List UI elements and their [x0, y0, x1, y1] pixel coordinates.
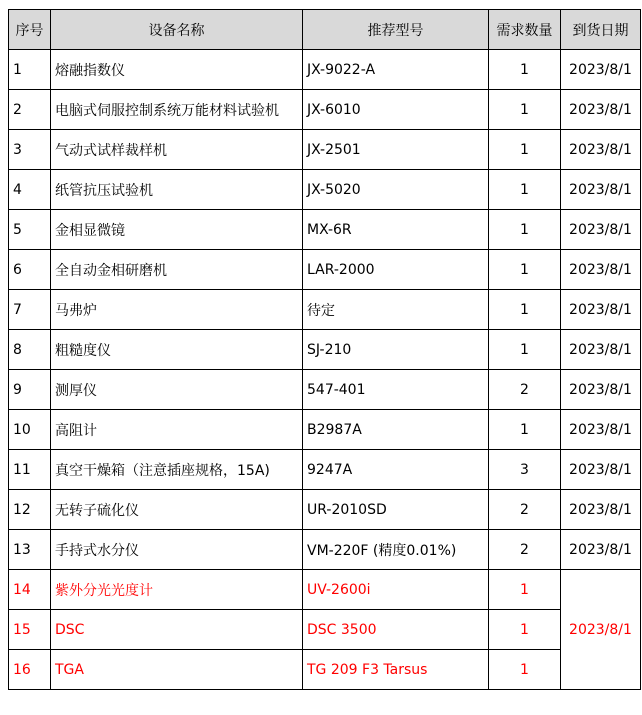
cell-equipment-name[interactable]: 全自动金相研磨机 [51, 250, 303, 290]
cell-equipment-name[interactable]: 熔融指数仪 [51, 50, 303, 90]
header-recommended-model[interactable]: 推荐型号 [303, 10, 489, 50]
cell-equipment-name[interactable]: 手持式水分仪 [51, 530, 303, 570]
table-row [9, 170, 641, 210]
cell-model[interactable]: B2987A [303, 410, 489, 450]
cell-model[interactable]: JX-5020 [303, 170, 489, 210]
cell-index[interactable]: 13 [9, 530, 51, 570]
cell-index[interactable]: 6 [9, 250, 51, 290]
header-arrival-date[interactable]: 到货日期 [561, 10, 641, 50]
cell-model[interactable]: SJ-210 [303, 330, 489, 370]
cell-equipment-name[interactable]: 无转子硫化仪 [51, 490, 303, 530]
cell-index[interactable]: 3 [9, 130, 51, 170]
cell-arrival-date[interactable]: 2023/8/1 [561, 50, 641, 90]
table-row [9, 450, 641, 490]
table-row [9, 210, 641, 250]
cell-equipment-name[interactable]: 紫外分光光度计 [51, 570, 303, 610]
cell-model[interactable]: JX-9022-A [303, 50, 489, 90]
cell-equipment-name[interactable]: 马弗炉 [51, 290, 303, 330]
header-quantity[interactable]: 需求数量 [489, 10, 561, 50]
cell-model[interactable]: VM-220F (精度0.01%) [303, 530, 489, 570]
cell-model[interactable]: UV-2600i [303, 570, 489, 610]
cell-index[interactable]: 2 [9, 90, 51, 130]
table-row [9, 330, 641, 370]
cell-arrival-date[interactable]: 2023/8/1 [561, 370, 641, 410]
cell-model[interactable]: UR-2010SD [303, 490, 489, 530]
cell-quantity[interactable]: 1 [489, 250, 561, 290]
cell-equipment-name[interactable]: 粗糙度仪 [51, 330, 303, 370]
cell-arrival-date[interactable]: 2023/8/1 [561, 530, 641, 570]
cell-quantity[interactable]: 1 [489, 330, 561, 370]
cell-quantity[interactable]: 1 [489, 410, 561, 450]
header-equipment-name[interactable]: 设备名称 [51, 10, 303, 50]
cell-arrival-date[interactable]: 2023/8/1 [561, 450, 641, 490]
cell-index[interactable]: 16 [9, 650, 51, 690]
cell-quantity[interactable]: 3 [489, 450, 561, 490]
cell-quantity[interactable]: 2 [489, 370, 561, 410]
cell-index[interactable]: 15 [9, 610, 51, 650]
table-row-highlighted [9, 610, 641, 650]
cell-quantity[interactable]: 2 [489, 490, 561, 530]
cell-quantity[interactable]: 1 [489, 650, 561, 690]
cell-model[interactable]: LAR-2000 [303, 250, 489, 290]
cell-model[interactable]: JX-6010 [303, 90, 489, 130]
cell-equipment-name[interactable]: 电脑式伺服控制系统万能材料试验机 [51, 90, 303, 130]
cell-index[interactable]: 9 [9, 370, 51, 410]
cell-index[interactable]: 7 [9, 290, 51, 330]
cell-arrival-date[interactable]: 2023/8/1 [561, 90, 641, 130]
cell-equipment-name[interactable]: DSC [51, 610, 303, 650]
cell-index[interactable]: 4 [9, 170, 51, 210]
cell-equipment-name[interactable]: 测厚仪 [51, 370, 303, 410]
cell-equipment-name[interactable]: 纸管抗压试验机 [51, 170, 303, 210]
cell-model[interactable]: 9247A [303, 450, 489, 490]
table-row [9, 250, 641, 290]
cell-quantity[interactable]: 1 [489, 570, 561, 610]
cell-quantity[interactable]: 2 [489, 530, 561, 570]
cell-arrival-date[interactable]: 2023/8/1 [561, 330, 641, 370]
cell-index[interactable]: 10 [9, 410, 51, 450]
cell-model[interactable]: MX-6R [303, 210, 489, 250]
cell-quantity[interactable]: 1 [489, 610, 561, 650]
cell-quantity[interactable]: 1 [489, 130, 561, 170]
cell-quantity[interactable]: 1 [489, 50, 561, 90]
cell-index[interactable]: 8 [9, 330, 51, 370]
cell-index[interactable]: 14 [9, 570, 51, 610]
table-row [9, 410, 641, 450]
cell-arrival-date[interactable]: 2023/8/1 [561, 130, 641, 170]
cell-quantity[interactable]: 1 [489, 210, 561, 250]
table-row [9, 530, 641, 570]
cell-model[interactable]: 待定 [303, 290, 489, 330]
table-row [9, 290, 641, 330]
cell-model[interactable]: DSC 3500 [303, 610, 489, 650]
cell-arrival-date[interactable]: 2023/8/1 [561, 170, 641, 210]
cell-arrival-date[interactable]: 2023/8/1 [561, 250, 641, 290]
cell-equipment-name[interactable]: 金相显微镜 [51, 210, 303, 250]
equipment-table [8, 9, 641, 690]
cell-index[interactable]: 12 [9, 490, 51, 530]
cell-arrival-date[interactable]: 2023/8/1 [561, 490, 641, 530]
cell-equipment-name[interactable]: 高阻计 [51, 410, 303, 450]
cell-index[interactable]: 11 [9, 450, 51, 490]
table-row [9, 370, 641, 410]
cell-quantity[interactable]: 1 [489, 90, 561, 130]
cell-index[interactable]: 1 [9, 50, 51, 90]
cell-equipment-name[interactable]: TGA [51, 650, 303, 690]
cell-model[interactable]: 547-401 [303, 370, 489, 410]
cell-quantity[interactable]: 1 [489, 290, 561, 330]
cell-model[interactable]: TG 209 F3 Tarsus [303, 650, 489, 690]
cell-model[interactable]: JX-2501 [303, 130, 489, 170]
cell-equipment-name[interactable]: 气动式试样裁样机 [51, 130, 303, 170]
cell-arrival-date[interactable]: 2023/8/1 [561, 210, 641, 250]
table-row-highlighted [9, 570, 641, 610]
cell-arrival-date[interactable]: 2023/8/1 [561, 290, 641, 330]
table-row [9, 50, 641, 90]
cell-quantity[interactable]: 1 [489, 170, 561, 210]
table-row-highlighted [9, 650, 641, 690]
cell-index[interactable]: 5 [9, 210, 51, 250]
cell-arrival-date[interactable]: 2023/8/1 [561, 410, 641, 450]
table-row [9, 490, 641, 530]
header-index[interactable]: 序号 [9, 10, 51, 50]
table-row [9, 130, 641, 170]
header-row [9, 10, 641, 50]
cell-arrival-date-merged[interactable]: 2023/8/1 [561, 570, 641, 690]
cell-equipment-name[interactable]: 真空干燥箱（注意插座规格，15A) [51, 450, 303, 490]
table-row [9, 90, 641, 130]
